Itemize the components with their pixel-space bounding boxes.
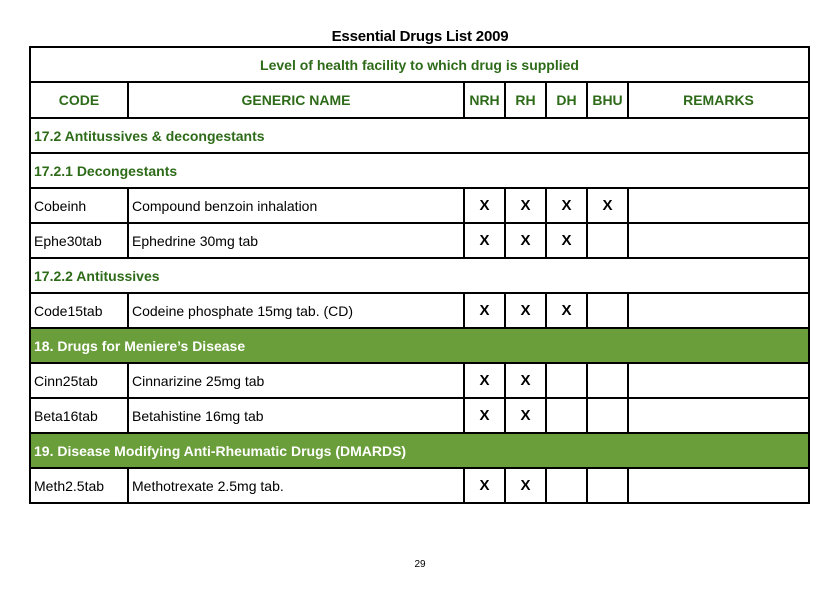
section-heading: 17.2.1 Decongestants — [30, 153, 809, 188]
column-header-nrh: NRH — [464, 82, 505, 118]
bhu-mark — [587, 363, 628, 398]
remarks-cell — [628, 293, 809, 328]
bhu-mark — [587, 398, 628, 433]
drug-name: Methotrexate 2.5mg tab. — [128, 468, 464, 503]
rh-mark: X — [505, 363, 546, 398]
table-row — [30, 188, 809, 223]
drug-name: Cinnarizine 25mg tab — [128, 363, 464, 398]
group-heading: 19. Disease Modifying Anti-Rheumatic Drugs (DMARDS) — [30, 433, 809, 468]
table-row — [30, 293, 809, 328]
dh-mark: X — [546, 223, 587, 258]
section-row — [30, 153, 809, 188]
column-header-generic-name: GENERIC NAME — [128, 82, 464, 118]
rh-mark: X — [505, 188, 546, 223]
column-header-remarks: REMARKS — [628, 82, 809, 118]
group-heading: 18. Drugs for Meniere’s Disease — [30, 328, 809, 363]
table-row — [30, 468, 809, 503]
section-row — [30, 118, 809, 153]
dh-mark: X — [546, 293, 587, 328]
remarks-cell — [628, 398, 809, 433]
nrh-mark: X — [464, 468, 505, 503]
document-title: Essential Drugs List 2009 — [331, 28, 509, 45]
remarks-cell — [628, 363, 809, 398]
section-heading: 17.2 Antitussives & decongestants — [30, 118, 809, 153]
group-header-row — [30, 433, 809, 468]
remarks-cell — [628, 223, 809, 258]
rh-mark: X — [505, 223, 546, 258]
table-row — [30, 363, 809, 398]
drug-code: Cobeinh — [30, 188, 128, 223]
column-header-rh: RH — [505, 82, 546, 118]
dh-mark — [546, 398, 587, 433]
remarks-cell — [628, 468, 809, 503]
group-header-row — [30, 328, 809, 363]
bhu-mark: X — [587, 188, 628, 223]
column-header-row — [30, 82, 809, 118]
column-header-code: CODE — [30, 82, 128, 118]
nrh-mark: X — [464, 188, 505, 223]
remarks-cell — [628, 188, 809, 223]
bhu-mark — [587, 293, 628, 328]
drug-code: Meth2.5tab — [30, 468, 128, 503]
column-header-bhu: BHU — [587, 82, 628, 118]
bhu-mark — [587, 468, 628, 503]
drug-code: Code15tab — [30, 293, 128, 328]
level-header: Level of health facility to which drug is supplied — [30, 47, 809, 82]
rh-mark: X — [505, 293, 546, 328]
section-heading: 17.2.2 Antitussives — [30, 258, 809, 293]
drug-name: Betahistine 16mg tab — [128, 398, 464, 433]
table-row — [30, 223, 809, 258]
drug-name: Compound benzoin inhalation — [128, 188, 464, 223]
drug-table — [29, 46, 810, 504]
dh-mark — [546, 468, 587, 503]
nrh-mark: X — [464, 398, 505, 433]
nrh-mark: X — [464, 293, 505, 328]
level-header-row — [30, 47, 809, 82]
drug-code: Beta16tab — [30, 398, 128, 433]
drug-name: Ephedrine 30mg tab — [128, 223, 464, 258]
column-header-dh: DH — [546, 82, 587, 118]
page-number: 29 — [414, 559, 426, 570]
section-row — [30, 258, 809, 293]
nrh-mark: X — [464, 223, 505, 258]
dh-mark: X — [546, 188, 587, 223]
drug-code: Cinn25tab — [30, 363, 128, 398]
drug-code: Ephe30tab — [30, 223, 128, 258]
table-row — [30, 398, 809, 433]
nrh-mark: X — [464, 363, 505, 398]
drug-name: Codeine phosphate 15mg tab. (CD) — [128, 293, 464, 328]
rh-mark: X — [505, 468, 546, 503]
rh-mark: X — [505, 398, 546, 433]
bhu-mark — [587, 223, 628, 258]
dh-mark — [546, 363, 587, 398]
